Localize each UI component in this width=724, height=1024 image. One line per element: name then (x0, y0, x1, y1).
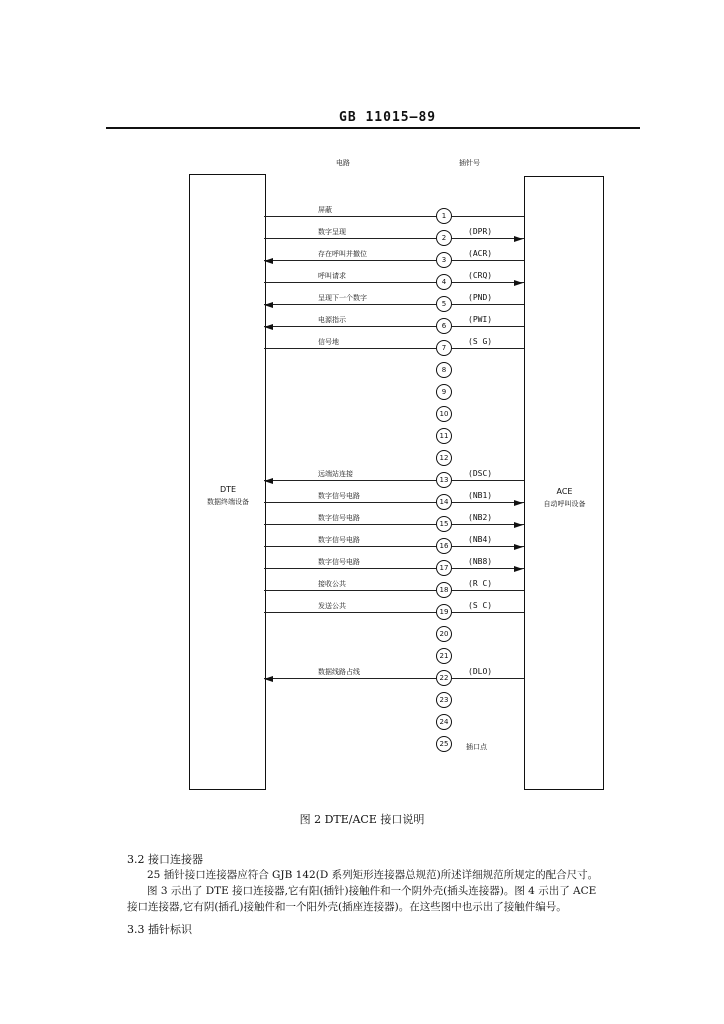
signal-name-6: 电源指示 (318, 316, 346, 324)
pin-3: 3 (436, 252, 452, 268)
header-rule (106, 127, 640, 129)
signal-line-13 (264, 480, 436, 481)
pin-17: 17 (436, 560, 452, 576)
signal-code-17: (NB8) (468, 557, 493, 566)
signal-code-5: (PND) (468, 293, 493, 302)
pin-25: 25 (436, 736, 452, 752)
signal-line-right-22 (452, 678, 524, 679)
pin-24: 24 (436, 714, 452, 730)
pin-7: 7 (436, 340, 452, 356)
signal-line-18 (264, 590, 436, 591)
signal-line-1 (264, 216, 436, 217)
ace-label-sub: 自动呼叫设备 (543, 500, 586, 508)
signal-name-14: 数字信号电路 (318, 492, 360, 500)
signal-name-13: 远端站连接 (318, 470, 353, 478)
signal-line-right-19 (452, 612, 524, 613)
signal-name-3: 存在呼叫并撤位 (318, 250, 367, 258)
arrow-left-icon (264, 478, 273, 484)
signal-line-3 (264, 260, 436, 261)
arrow-right-icon (514, 280, 523, 286)
paragraph-line-1: 25 插针接口连接器应符合 GJB 142(D 系列矩形连接器总规范)所述详细规范所规定的配合尺寸。 (147, 869, 599, 881)
pin-note: 插口点 (466, 743, 487, 751)
pin-22: 22 (436, 670, 452, 686)
signal-name-15: 数字信号电路 (318, 514, 360, 522)
column-header-circuit: 电路 (336, 159, 350, 167)
arrow-right-icon (514, 566, 523, 572)
signal-name-4: 呼叫请求 (318, 272, 346, 280)
signal-line-right-13 (452, 480, 524, 481)
signal-code-7: (S G) (468, 337, 493, 346)
signal-code-16: (NB4) (468, 535, 493, 544)
arrow-right-icon (514, 500, 523, 506)
signal-name-2: 数字呈现 (318, 228, 346, 236)
signal-line-right-1 (452, 216, 524, 217)
signal-line-16 (264, 546, 436, 547)
signal-line-right-7 (452, 348, 524, 349)
signal-code-22: (DLO) (468, 667, 493, 676)
signal-name-1: 屏蔽 (318, 206, 332, 214)
dte-label (189, 484, 267, 508)
section-3-2-heading: 3.2 接口连接器 (127, 853, 203, 866)
dte-box (189, 174, 266, 790)
pin-21: 21 (436, 648, 452, 664)
pin-9: 9 (436, 384, 452, 400)
figure-caption: 图 2 DTE/ACE 接口说明 (299, 813, 425, 826)
pin-15: 15 (436, 516, 452, 532)
dte-label-sub: 数据终端设备 (207, 498, 249, 506)
signal-code-13: (DSC) (468, 469, 493, 478)
pin-16: 16 (436, 538, 452, 554)
signal-code-18: (R C) (468, 579, 493, 588)
pin-13: 13 (436, 472, 452, 488)
arrow-right-icon (514, 544, 523, 550)
signal-line-right-3 (452, 260, 524, 261)
signal-name-5: 呈现下一个数字 (318, 294, 367, 302)
signal-name-16: 数字信号电路 (318, 536, 360, 544)
signal-code-19: (S C) (468, 601, 493, 610)
signal-name-18: 接收公共 (318, 580, 346, 588)
signal-code-2: (DPR) (468, 227, 493, 236)
arrow-right-icon (514, 236, 523, 242)
column-header-pin: 插针号 (459, 159, 480, 167)
signal-code-3: (ACR) (468, 249, 493, 258)
arrow-left-icon (264, 302, 273, 308)
pin-20: 20 (436, 626, 452, 642)
pin-5: 5 (436, 296, 452, 312)
ace-label (524, 486, 605, 510)
signal-code-4: (CRQ) (468, 271, 493, 280)
pin-10: 10 (436, 406, 452, 422)
ace-label-title: ACE (556, 487, 573, 496)
arrow-left-icon (264, 258, 273, 264)
signal-line-6 (264, 326, 436, 327)
arrow-left-icon (264, 324, 273, 330)
pin-18: 18 (436, 582, 452, 598)
signal-line-4 (264, 282, 436, 283)
signal-line-right-6 (452, 326, 524, 327)
pin-2: 2 (436, 230, 452, 246)
pin-14: 14 (436, 494, 452, 510)
signal-line-14 (264, 502, 436, 503)
signal-name-19: 发送公共 (318, 602, 346, 610)
signal-code-15: (NB2) (468, 513, 493, 522)
signal-line-17 (264, 568, 436, 569)
signal-line-2 (264, 238, 436, 239)
pin-6: 6 (436, 318, 452, 334)
signal-line-15 (264, 524, 436, 525)
pin-11: 11 (436, 428, 452, 444)
pin-8: 8 (436, 362, 452, 378)
signal-line-7 (264, 348, 436, 349)
signal-line-22 (264, 678, 436, 679)
pin-1: 1 (436, 208, 452, 224)
signal-line-5 (264, 304, 436, 305)
signal-line-right-18 (452, 590, 524, 591)
ace-box (524, 176, 604, 790)
arrow-left-icon (264, 676, 273, 682)
signal-code-6: (PWI) (468, 315, 493, 324)
signal-name-7: 信号地 (318, 338, 339, 346)
pin-23: 23 (436, 692, 452, 708)
signal-name-22: 数据线路占线 (318, 668, 360, 676)
pin-4: 4 (436, 274, 452, 290)
pin-12: 12 (436, 450, 452, 466)
signal-name-17: 数字信号电路 (318, 558, 360, 566)
signal-code-14: (NB1) (468, 491, 493, 500)
pin-19: 19 (436, 604, 452, 620)
paragraph-line-2: 图 3 示出了 DTE 接口连接器,它有阳(插针)接触件和一个阴外壳(插头连接器)。图 4 示出了 ACE (147, 885, 597, 897)
dte-label-title: DTE (219, 485, 237, 494)
signal-line-right-5 (452, 304, 524, 305)
arrow-right-icon (514, 522, 523, 528)
signal-line-19 (264, 612, 436, 613)
paragraph-line-3: 接口连接器,它有阴(插孔)接触件和一个阳外壳(插座连接器)。在这些图中也示出了接触件编号。 (127, 901, 567, 913)
section-3-3-heading: 3.3 插针标识 (127, 923, 192, 936)
page-header: GB 11015—89 (339, 110, 437, 125)
